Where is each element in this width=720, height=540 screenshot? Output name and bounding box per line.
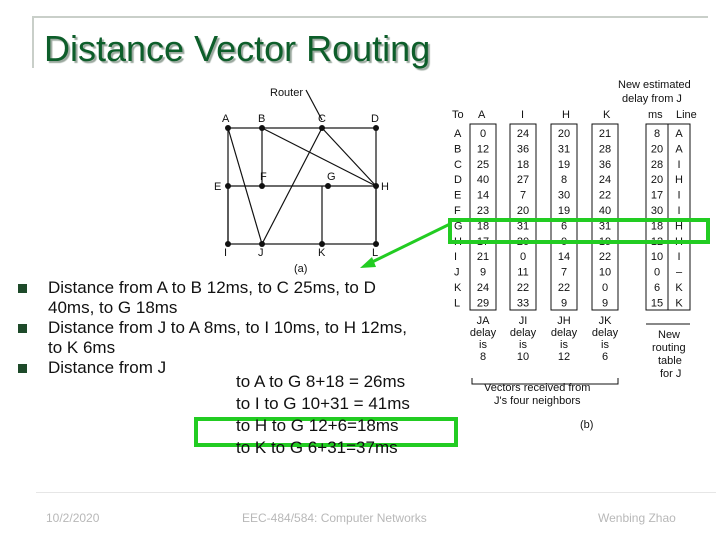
table-cell-a-i: 24 [516,128,530,140]
table-cell-f-h: 19 [557,205,571,217]
table-cell-c-h: 19 [557,158,571,171]
bullet-list [18,278,461,378]
highlight-arrow [360,224,450,268]
calc-line-h: to H to G 12+6=18ms [236,416,399,435]
network-diagram [228,90,376,244]
table-cell-d-h: 8 [560,174,568,187]
table-cell-d-a: 40 [476,174,490,187]
table-cell-j-h: 7 [560,266,568,279]
router-label: Router [270,87,304,99]
table-cell-a-line: A [675,128,683,140]
caption-b: (b) [580,419,594,431]
table-cell-l-ms: 15 [650,297,664,310]
table-cell-c-ms: 28 [650,158,664,171]
table-cell-c-to: C [454,158,462,171]
table-cell-f-ms: 30 [650,205,664,217]
delay-label-text: delay [509,327,537,339]
col-a-header: A [478,109,486,121]
table-cell-e-a: 14 [476,189,490,202]
table-cell-j-a: 9 [479,266,487,279]
table-cell-i-line: I [677,251,681,264]
col-h-header: H [562,109,570,121]
col-i-header: I [521,109,525,121]
table-cell-b-line: A [675,143,683,156]
table-cell-b-to: B [454,143,462,156]
title-rule-vertical [32,16,34,68]
bullet-2: Distance from J to A 8ms, to I 10ms, to H 12ms, to K 6ms [18,318,458,358]
table-cell-i-i: 0 [519,251,527,264]
table-cell-d-line: H [675,174,683,187]
node-i-label: I [224,247,228,259]
table-cell-l-to: L [454,297,461,310]
table-cell-e-ms: 17 [650,189,664,202]
table-cell-i-ms: 10 [650,251,664,264]
table-cell-g-a: 18 [476,220,490,233]
table-cell-f-a: 23 [476,205,490,217]
delay-from-j-label: delay from J [622,93,682,105]
table-cell-b-k: 28 [598,143,612,156]
to-header: To [452,109,464,121]
node-j-label: J [258,247,264,259]
delay-label-text: is [519,339,527,351]
calc-line-k: to K to G 6+31=37ms [236,438,398,457]
table-cell-a-k: 21 [598,128,612,140]
table-cell-h-ms: 12 [650,235,664,248]
table-cell-f-k: 40 [598,205,612,217]
delay-label-text: 6 [601,351,609,363]
delay-label-text: delay [550,327,578,339]
routing-tables [452,79,697,121]
svg-text:Vectors received from: Vectors received from [484,382,591,394]
footer-rule [36,492,716,493]
table-cell-j-line: – [675,266,683,279]
table-cell-l-k: 9 [601,297,609,310]
svg-text:for J: for J [660,368,682,380]
node-f-label: F [260,171,267,183]
delay-labels [470,315,619,363]
delay-label-text: is [560,339,568,351]
new-table-label [484,329,686,431]
table-cell-b-i: 36 [516,143,530,156]
table-cell-g-h: 6 [560,220,568,233]
table-cell-k-k: 0 [601,282,609,294]
node-h-label: H [381,181,389,193]
table-cell-h-h: 0 [560,235,568,248]
table-cell-f-i: 20 [516,205,530,217]
line-header: Line [676,109,697,121]
table-cell-k-to: K [454,282,462,294]
node-a-label: A [222,113,230,125]
ms-header: ms [648,109,663,121]
table-cell-j-i: 11 [517,266,529,279]
node-d-label: D [371,113,379,125]
table-cell-b-ms: 20 [650,143,664,156]
table-cell-e-k: 22 [598,189,612,202]
table-cell-e-i: 7 [519,189,527,202]
bullet-1: Distance from A to B 12ms, to C 25ms, to D 40ms, to G 18ms [18,278,458,318]
table-cell-k-a: 24 [476,282,490,294]
footer-author: Wenbing Zhao [598,511,676,525]
node-l-label: L [372,247,379,259]
table-cell-g-line: H [675,220,683,233]
delay-label-text: 10 [516,351,530,363]
delay-label-text: JA [476,315,490,327]
table-cell-a-a: 0 [479,128,487,140]
table-cell-k-i: 22 [516,282,530,294]
delay-label-text: JH [557,315,571,327]
table-cell-g-to: G [454,220,463,233]
table-cell-e-h: 30 [557,189,571,202]
table-cell-i-h: 14 [557,251,571,264]
col-k-header: K [603,109,611,121]
delay-label-text: 8 [479,351,487,363]
table-cell-k-ms: 6 [653,282,661,294]
table-cell-c-a: 25 [476,158,490,171]
delay-label-text: is [479,339,487,351]
table-cell-l-i: 33 [516,297,530,310]
table-cell-g-ms: 18 [650,220,664,233]
node-e-label: E [214,181,222,193]
bullet-3: Distance from J [18,358,458,378]
calc-line-a: to A to G 8+18 = 26ms [236,372,406,391]
table-cell-j-k: 10 [598,266,612,279]
node-k-label: K [318,247,326,259]
table-cell-h-line: H [675,235,683,248]
table-cell-a-h: 20 [557,128,571,140]
footer-date: 10/2/2020 [46,511,100,525]
table-cell-b-h: 31 [557,143,571,156]
slide-title: Distance Vector Routing [44,28,431,69]
node-b-label: B [258,113,266,125]
table-cell-i-a: 21 [476,251,490,264]
table-cell-c-line: I [677,158,681,171]
table-cell-f-to: F [454,205,461,217]
table-cell-a-ms: 8 [653,128,661,140]
table-cell-l-line: K [675,297,683,310]
delay-label-text: delay [591,327,619,339]
table-cell-d-to: D [454,174,462,187]
table-cell-i-k: 22 [598,251,612,264]
table-cell-b-a: 12 [476,143,490,156]
delay-label-text: 12 [557,351,571,363]
title-rule [32,16,708,18]
table-cell-j-to: J [454,266,460,279]
node-c-label: C [318,113,326,125]
table-cell-d-ms: 20 [650,174,664,187]
table-cell-e-to: E [454,189,462,202]
svg-text:New: New [658,329,681,341]
table-cell-l-h: 9 [560,297,568,310]
svg-text:table: table [658,355,682,367]
node-g-label: G [327,171,336,183]
svg-text:J's four neighbors: J's four neighbors [494,395,581,407]
table-cell-h-to: H [454,235,462,248]
caption-a: (a) [294,263,308,275]
table-cell-h-k: 19 [598,235,612,248]
svg-text:routing: routing [652,342,686,354]
table-cell-c-k: 36 [598,158,612,171]
table-cell-g-k: 31 [598,220,612,233]
table-cell-k-line: K [675,282,683,294]
footer-course: EEC-484/584: Computer Networks [242,511,427,525]
table-cell-e-line: I [677,189,681,202]
table-cell-h-i: 20 [516,235,530,248]
delay-label-text: delay [469,327,497,339]
table-cell-c-i: 18 [516,158,530,171]
bullet-marker [18,284,27,293]
table-cell-f-line: I [677,205,681,217]
new-estimated-label: New estimated [618,79,691,91]
delay-label-text: is [601,339,609,351]
bullet-marker [18,324,27,333]
delay-label-text: JK [598,315,612,327]
table-cell-g-i: 31 [516,220,530,233]
table-cell-a-to: A [454,128,462,140]
table-cell-d-k: 24 [598,174,612,187]
table-cell-d-i: 27 [516,174,530,187]
calc-line-i: to I to G 10+31 = 41ms [236,394,410,413]
bullet-marker [18,364,27,373]
table-cell-h-a: 17 [476,235,490,248]
row-g-highlight [448,218,710,244]
table-cell-j-ms: 0 [653,266,661,279]
table-cell-i-to: I [454,251,458,264]
table-cell-k-h: 22 [557,282,571,294]
delay-label-text: JI [518,315,528,327]
table-cell-l-a: 29 [476,297,490,310]
